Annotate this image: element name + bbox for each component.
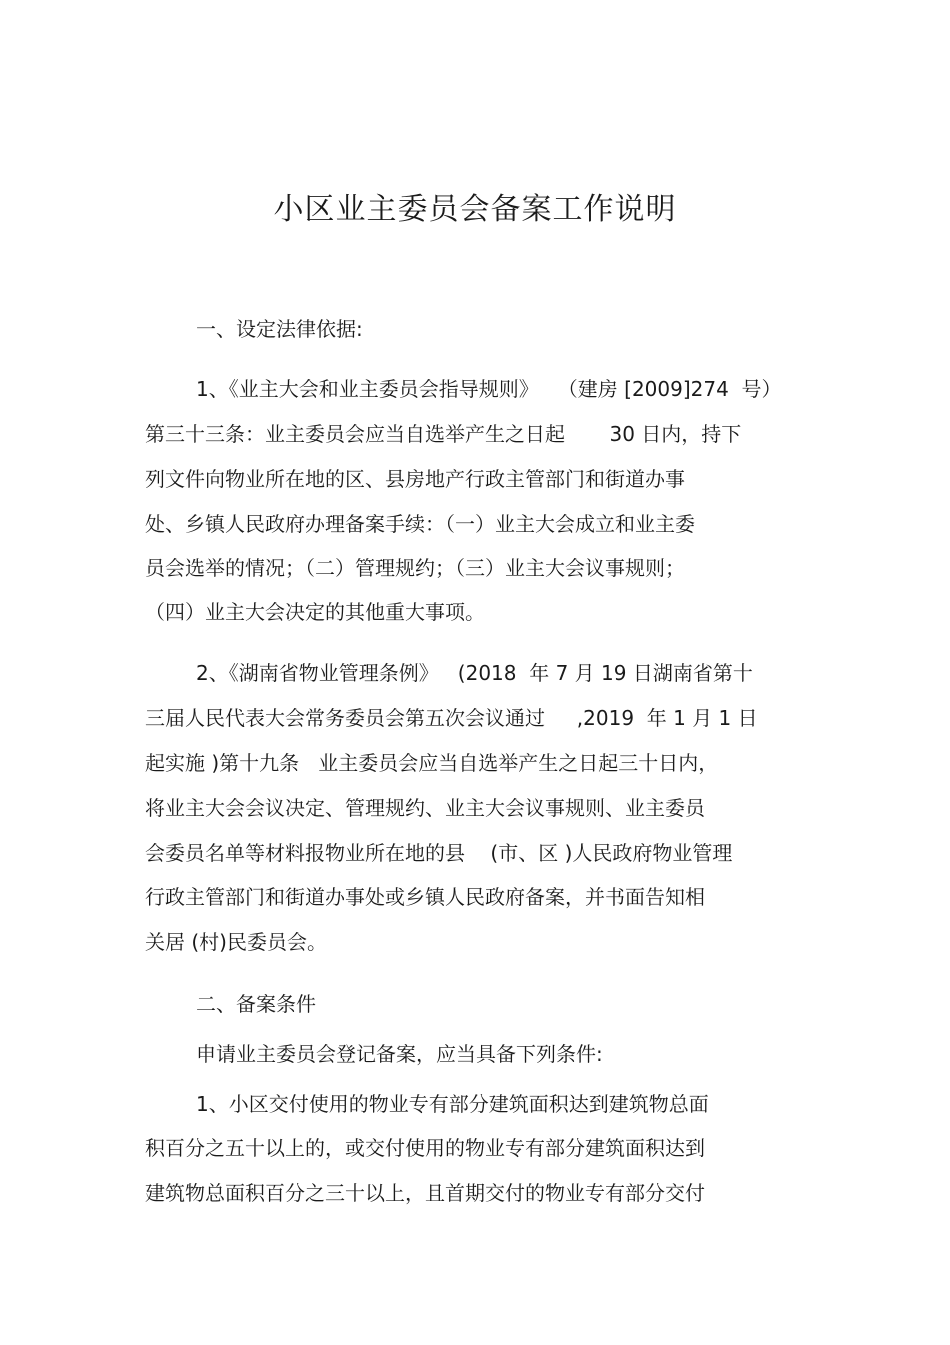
paragraph-line: 起实施 )第十九条 业主委员会应当自选举产生之日起三十日内， <box>145 751 719 775</box>
paragraph-line: 行政主管部门和街道办事处或乡镇人民政府备案，并书面告知相 <box>145 885 705 909</box>
paragraph-line: （四）业主大会决定的其他重大事项。 <box>145 600 485 624</box>
section-heading-legal-basis: 一、设定法律依据: <box>196 317 363 341</box>
document-title: 小区业主委员会备案工作说明 <box>273 192 677 227</box>
paragraph-line: 1、《业主大会和业主委员会指导规则》 （建房 [2009]274 号） <box>196 377 782 401</box>
section-heading-filing-conditions: 二、备案条件 <box>196 992 316 1016</box>
paragraph-line: 三届人民代表大会常务委员会第五次会议通过 ,2019 年 1 月 1 日 <box>145 706 758 730</box>
paragraph-line: 员会选举的情况；（二）管理规约；（三）业主大会议事规则； <box>145 556 685 580</box>
paragraph-line: 建筑物总面积百分之三十以上，且首期交付的物业专有部分交付 <box>145 1181 705 1205</box>
paragraph-line: 第三十三条：业主委员会应当自选举产生之日起 30 日内，持下 <box>145 422 742 446</box>
paragraph-line: 积百分之五十以上的，或交付使用的物业专有部分建筑面积达到 <box>145 1136 705 1160</box>
paragraph-line: 关居 (村)民委员会。 <box>145 930 327 954</box>
paragraph-line: 1、小区交付使用的物业专有部分建筑面积达到建筑物总面 <box>196 1092 709 1116</box>
paragraph-line: 列文件向物业所在地的区、县房地产行政主管部门和街道办事 <box>145 467 685 491</box>
paragraph-line: 会委员名单等材料报物业所在地的县 (市、区 )人民政府物业管理 <box>145 841 733 865</box>
paragraph-line: 2、《湖南省物业管理条例》 (2018 年 7 月 19 日湖南省第十 <box>196 661 753 685</box>
paragraph-line: 申请业主委员会登记备案，应当具备下列条件: <box>196 1042 603 1066</box>
paragraph-line: 将业主大会会议决定、管理规约、业主大会议事规则、业主委员 <box>145 796 705 820</box>
paragraph-line: 处、乡镇人民政府办理备案手续：（一）业主大会成立和业主委 <box>145 512 695 536</box>
